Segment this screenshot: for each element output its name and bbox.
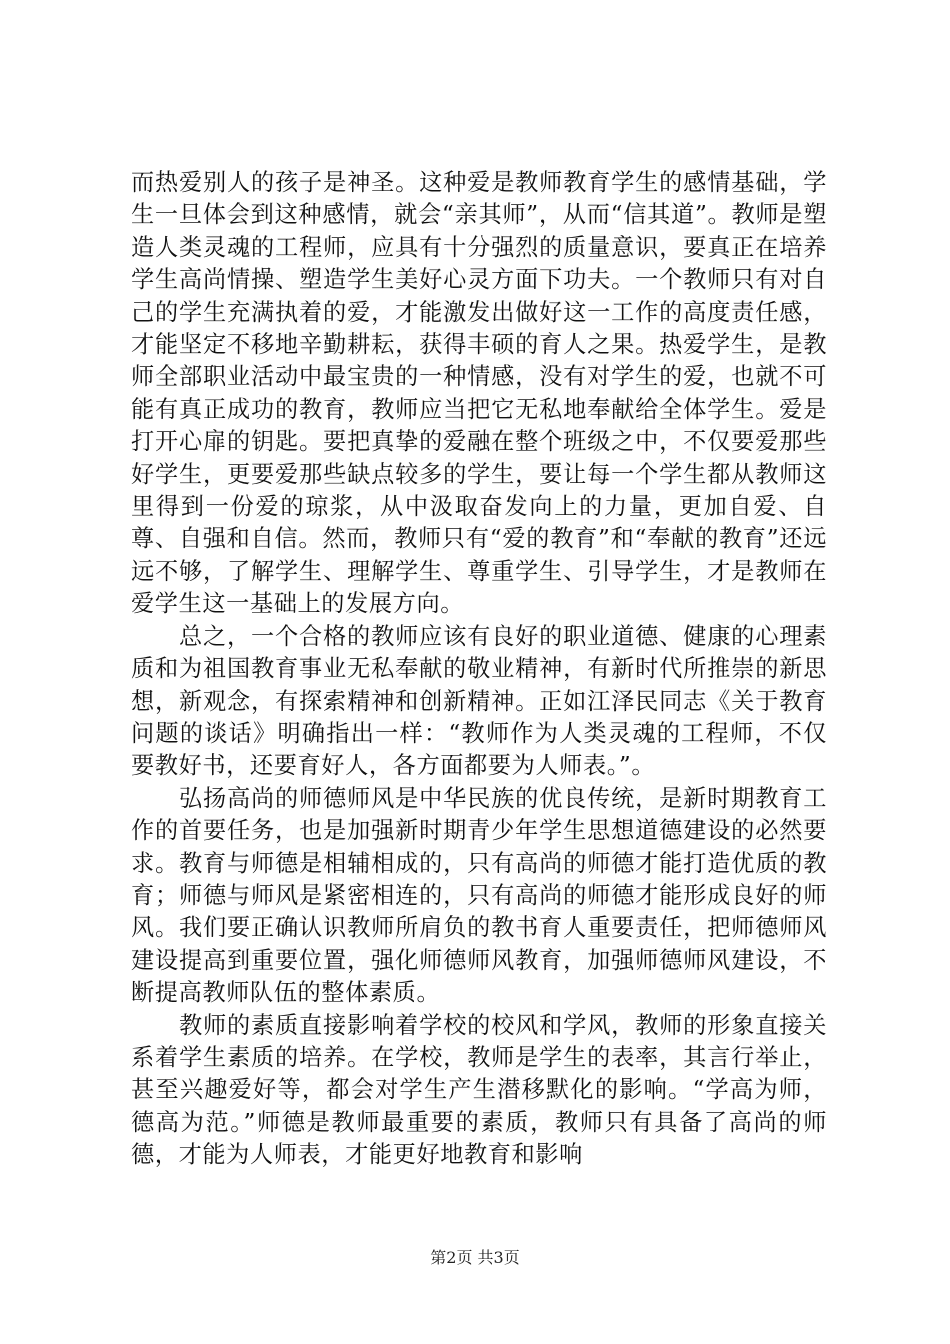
paragraph-1: 而热爱别人的孩子是神圣。这种爱是教师教育学生的感情基础，学生一旦体会到这种感情，就会“亲其师”，从而“信其道”。教师是塑造人类灵魂的工程师，应具有十分强烈的质量意识，要真正在培养学生高尚情操、塑造学生美好心灵方面下功夫。一个教师只有对自己的学生充满执着的爱，才能激发出做好这一工作的高度责任感，才能坚定不移地辛勤耕耘，获得丰硕的育人之果。热爱学生，是教师全部职业活动中最宝贵的一种情感，没有对学生的爱，也就不可能有真正成功的教育，教师应当把它无私地奉献给全体学生。爱是打开心扉的钥匙。要把真挚的爱融在整个班级之中，不仅要爱那些好学生，更要爱那些缺点较多的学生，要让每一个学生都从教师这里得到一份爱的琼浆，从中汲取奋发向上的力量，更加自爱、自尊、自强和自信。然而，教师只有“爱的教育”和“奉献的教育”还远远不够，了解学生、理解学生、尊重学生、引导学生，才是教师在爱学生这一基础上的发展方向。 xyxy=(131,169,827,618)
paragraph-2: 总之，一个合格的教师应该有良好的职业道德、健康的心理素质和为祖国教育事业无私奉献的敬业精神，有新时代所推崇的新思想，新观念，有探索精神和创新精神。正如江泽民同志《关于教育问题的谈话》明确指出一样：“教师作为人类灵魂的工程师，不仅要教好书，还要育好人，各方面都要为人师表。”。 xyxy=(131,622,827,780)
page-footer: 第2页 共3页 xyxy=(430,1248,520,1267)
paragraph-3: 弘扬高尚的师德师风是中华民族的优良传统，是新时期教育工作的首要任务，也是加强新时期青少年学生思想道德建设的必然要求。教育与师德是相辅相成的，只有高尚的师德才能打造优质的教育；师德与师风是紧密相连的，只有高尚的师德才能形成良好的师风。我们要正确认识教师所肩负的教书育人重要责任，把师德师风建设提高到重要位置，强化师德师风教育，加强师德师风建设，不断提高教师队伍的整体素质。 xyxy=(131,784,827,1007)
document-body xyxy=(131,167,827,1172)
paragraph-4: 教师的素质直接影响着学校的校风和学风，教师的形象直接关系着学生素质的培养。在学校，教师是学生的表率，其言行举止，甚至兴趣爱好等，都会对学生产生潜移默化的影响。“学高为师，德高为范。”师德是教师最重要的素质，教师只有具备了高尚的师德，才能为人师表，才能更好地教育和影响 xyxy=(131,1011,827,1169)
